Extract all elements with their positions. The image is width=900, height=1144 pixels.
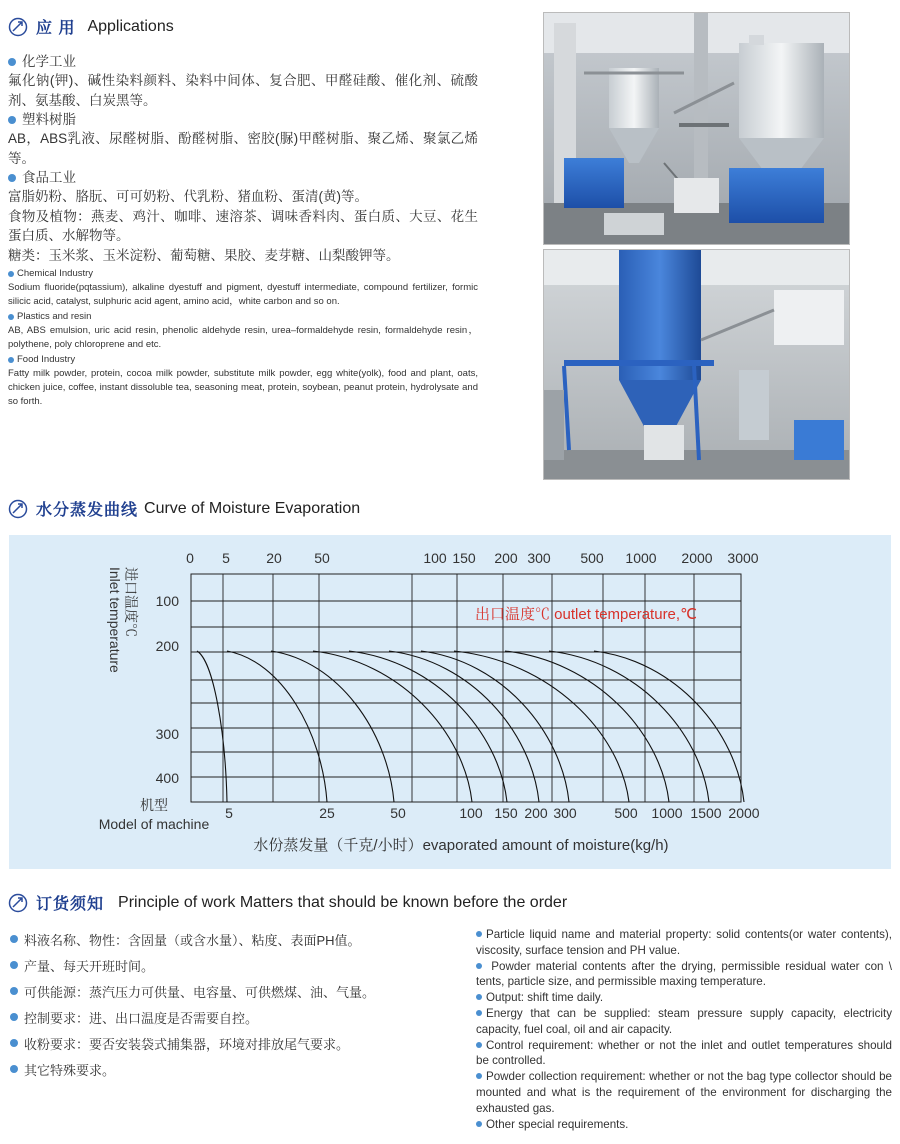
bullet-icon	[476, 1121, 482, 1127]
top-tick-label: 150	[452, 550, 476, 566]
applications-title-zh: 应 用	[36, 20, 76, 37]
top-tick-label: 0	[186, 550, 194, 566]
order-title-zh: 订货须知	[36, 896, 105, 913]
evaporation-curve	[227, 651, 327, 802]
x-tick-label: 150	[494, 805, 518, 821]
x-tick-label: 200	[524, 805, 548, 821]
bullet-icon	[10, 1039, 18, 1047]
applications-title-en: Applications	[87, 17, 174, 35]
top-tick-label: 100	[423, 550, 447, 566]
top-tick-label: 300	[527, 550, 551, 566]
category-heading: 食品工业	[8, 168, 478, 187]
y-axis-label-zh: 进口温度℃	[123, 567, 139, 637]
x-axis-title-en: Model of machine	[98, 816, 210, 832]
category-text-en: Sodium fluoride(pqtassium), alkaline dyestuff and pigment, dyestuff intermediate, compound fertilizer, formic silicic acid, catalyst, sulphuric acid agent, amino acid，white carbon and so on.	[8, 282, 478, 307]
section-target-icon	[8, 893, 28, 913]
bullet-icon	[476, 963, 482, 969]
y-tick-label: 300	[155, 726, 179, 742]
y-tick-label: 400	[155, 770, 179, 786]
order-heading	[8, 891, 567, 914]
top-tick-label: 500	[580, 550, 604, 566]
category-text: 食物及植物：燕麦、鸡汁、咖啡、速溶茶、调味香料肉、蛋白质、大豆、花生蛋白质、水解物等。	[8, 208, 478, 243]
x-axis-label: 水份蒸发量（千克/小时）evaporated amount of moisture(kg/h)	[253, 837, 669, 854]
top-tick-label: 200	[494, 550, 518, 566]
category-heading-en: Food Industry	[8, 353, 478, 367]
order-list-en	[476, 927, 892, 1132]
top-tick-label: 3000	[727, 550, 759, 566]
x-tick-label: 300	[553, 805, 577, 821]
evaporation-curve	[594, 651, 744, 802]
applications-heading	[8, 15, 174, 38]
category-text-en: Fatty milk powder, protein, cocoa milk powder, substitute milk powder, egg white(yolk), food and plant, oats, chicken juice, coffee, instant dissoluble tea, seasoning meat, protein, soybean, peanut protein, hydrolysate and so forth.	[8, 368, 478, 407]
category-text: 糖类：玉米浆、玉米淀粉、葡萄糖、果胶、麦芽糖、山梨酸钾等。	[8, 247, 400, 263]
section-target-icon	[8, 499, 28, 519]
curve-title-zh: 水分蒸发曲线	[36, 502, 139, 519]
y-axis-label-en: Inlet temperature	[107, 567, 123, 673]
applications-list	[8, 52, 478, 409]
order-title-en: Principle of work Matters that should be known before the order	[118, 893, 568, 911]
bullet-icon	[8, 58, 16, 66]
list-item: Control requirement: whether or not the inlet and outlet temperatures should be controlled.	[476, 1038, 892, 1068]
list-item: Output: shift time daily.	[476, 990, 892, 1006]
top-tick-label: 2000	[681, 550, 713, 566]
category-heading: 化学工业	[8, 52, 478, 71]
category-text-en: AB, ABS emulsion, uric acid resin, phenolic aldehyde resin, urea–formaldehyde resin, formaldehyde resin，polythene, poly chloroprene and etc.	[8, 325, 478, 350]
bullet-icon	[10, 1013, 18, 1021]
list-item: 收粉要求：要否安装袋式捕集器，环境对排放尾气要求。	[10, 1030, 460, 1056]
list-item: Particle liquid name and material property: solid contents(or water contents), viscosity, surface tension and PH value.	[476, 928, 892, 957]
category-text: 氟化钠(钾)、碱性染料颜料、染料中间体、复合肥、甲醛硅酸、催化剂、硫酸剂、氨基酸、白炭黑等。	[8, 73, 478, 108]
bullet-icon	[10, 1065, 18, 1073]
category-heading-en: Plastics and resin	[8, 310, 478, 324]
bullet-icon	[10, 987, 18, 995]
bullet-icon	[8, 116, 16, 124]
top-tick-label: 1000	[625, 550, 657, 566]
evaporation-chart	[9, 535, 891, 869]
evaporation-curve	[421, 651, 569, 802]
bullet-icon	[476, 994, 482, 1000]
bullet-icon	[8, 271, 14, 277]
x-axis-title-zh: 机型	[140, 797, 168, 813]
order-list-zh	[10, 926, 460, 1082]
bullet-icon	[476, 931, 482, 937]
evaporation-curve	[313, 651, 472, 802]
list-item: Powder collection requirement: whether or not the bag type collector should be mounted and what is the requirement of the environment for discharging the exhausted gas.	[476, 1070, 892, 1115]
x-tick-label: 100	[459, 805, 483, 821]
list-item: Other special requirements.	[476, 1117, 892, 1133]
outlet-temperature-annotation: 出口温度℃ outlet temperature,℃	[475, 606, 697, 623]
top-tick-label: 50	[314, 550, 330, 566]
top-tick-label: 20	[266, 550, 282, 566]
bullet-icon	[8, 314, 14, 320]
y-tick-label: 100	[155, 593, 179, 609]
evaporation-curve	[549, 651, 709, 802]
x-tick-label: 1500	[690, 805, 722, 821]
curve-title-en: Curve of Moisture Evaporation	[144, 499, 361, 517]
x-tick-label: 50	[390, 805, 406, 821]
bullet-icon	[476, 1010, 482, 1016]
curve-heading	[8, 497, 360, 520]
x-tick-label: 2000	[728, 805, 760, 821]
bullet-icon	[10, 935, 18, 943]
list-item: 其它特殊要求。	[10, 1056, 460, 1082]
category-text: 富脂奶粉、胳朊、可可奶粉、代乳粉、猪血粉、蛋清(黄)等。	[8, 189, 368, 204]
category-heading-en: Chemical Industry	[8, 267, 478, 281]
x-tick-label: 5	[225, 805, 233, 821]
x-tick-label: 1000	[651, 805, 683, 821]
y-tick-label: 200	[155, 638, 179, 654]
evaporation-chart-svg	[9, 535, 891, 869]
evaporation-curve	[349, 651, 507, 802]
category-text: AB，ABS乳液、尿醛树脂、酚醛树脂、密胶(脲)甲醛树脂、聚乙烯、聚氯乙烯等。	[8, 131, 478, 166]
list-item: 产量、每天开班时间。	[10, 952, 460, 978]
evaporation-curve	[389, 651, 539, 802]
bullet-icon	[8, 357, 14, 363]
bullet-icon	[476, 1073, 482, 1079]
list-item: Energy that can be supplied: steam pressure supply capacity, electricity capacity, fuel coal, oil and air capacity.	[476, 1006, 892, 1036]
x-tick-label: 25	[319, 805, 335, 821]
list-item: Powder material contents after the drying, permissible residual water con \ tents, particle size, and permissible maxing temperature.	[476, 959, 892, 989]
spray-dryer-photo-2	[543, 249, 850, 480]
top-tick-label: 5	[222, 550, 230, 566]
bullet-icon	[10, 961, 18, 969]
spray-dryer-photo-1	[543, 12, 850, 245]
bullet-icon	[8, 174, 16, 182]
list-item: 可供能源：蒸汽压力可供量、电容量、可供燃煤、油、气量。	[10, 978, 460, 1004]
section-target-icon	[8, 17, 28, 37]
list-item: 料液名称、物性：含固量（或含水量）、粘度、表面PH值。	[10, 926, 460, 952]
x-tick-label: 500	[614, 805, 638, 821]
bullet-icon	[476, 1042, 482, 1048]
list-item: 控制要求：进、出口温度是否需要自控。	[10, 1004, 460, 1030]
evaporation-curve	[271, 651, 394, 802]
category-heading: 塑料树脂	[8, 110, 478, 129]
evaporation-curve	[197, 651, 227, 802]
